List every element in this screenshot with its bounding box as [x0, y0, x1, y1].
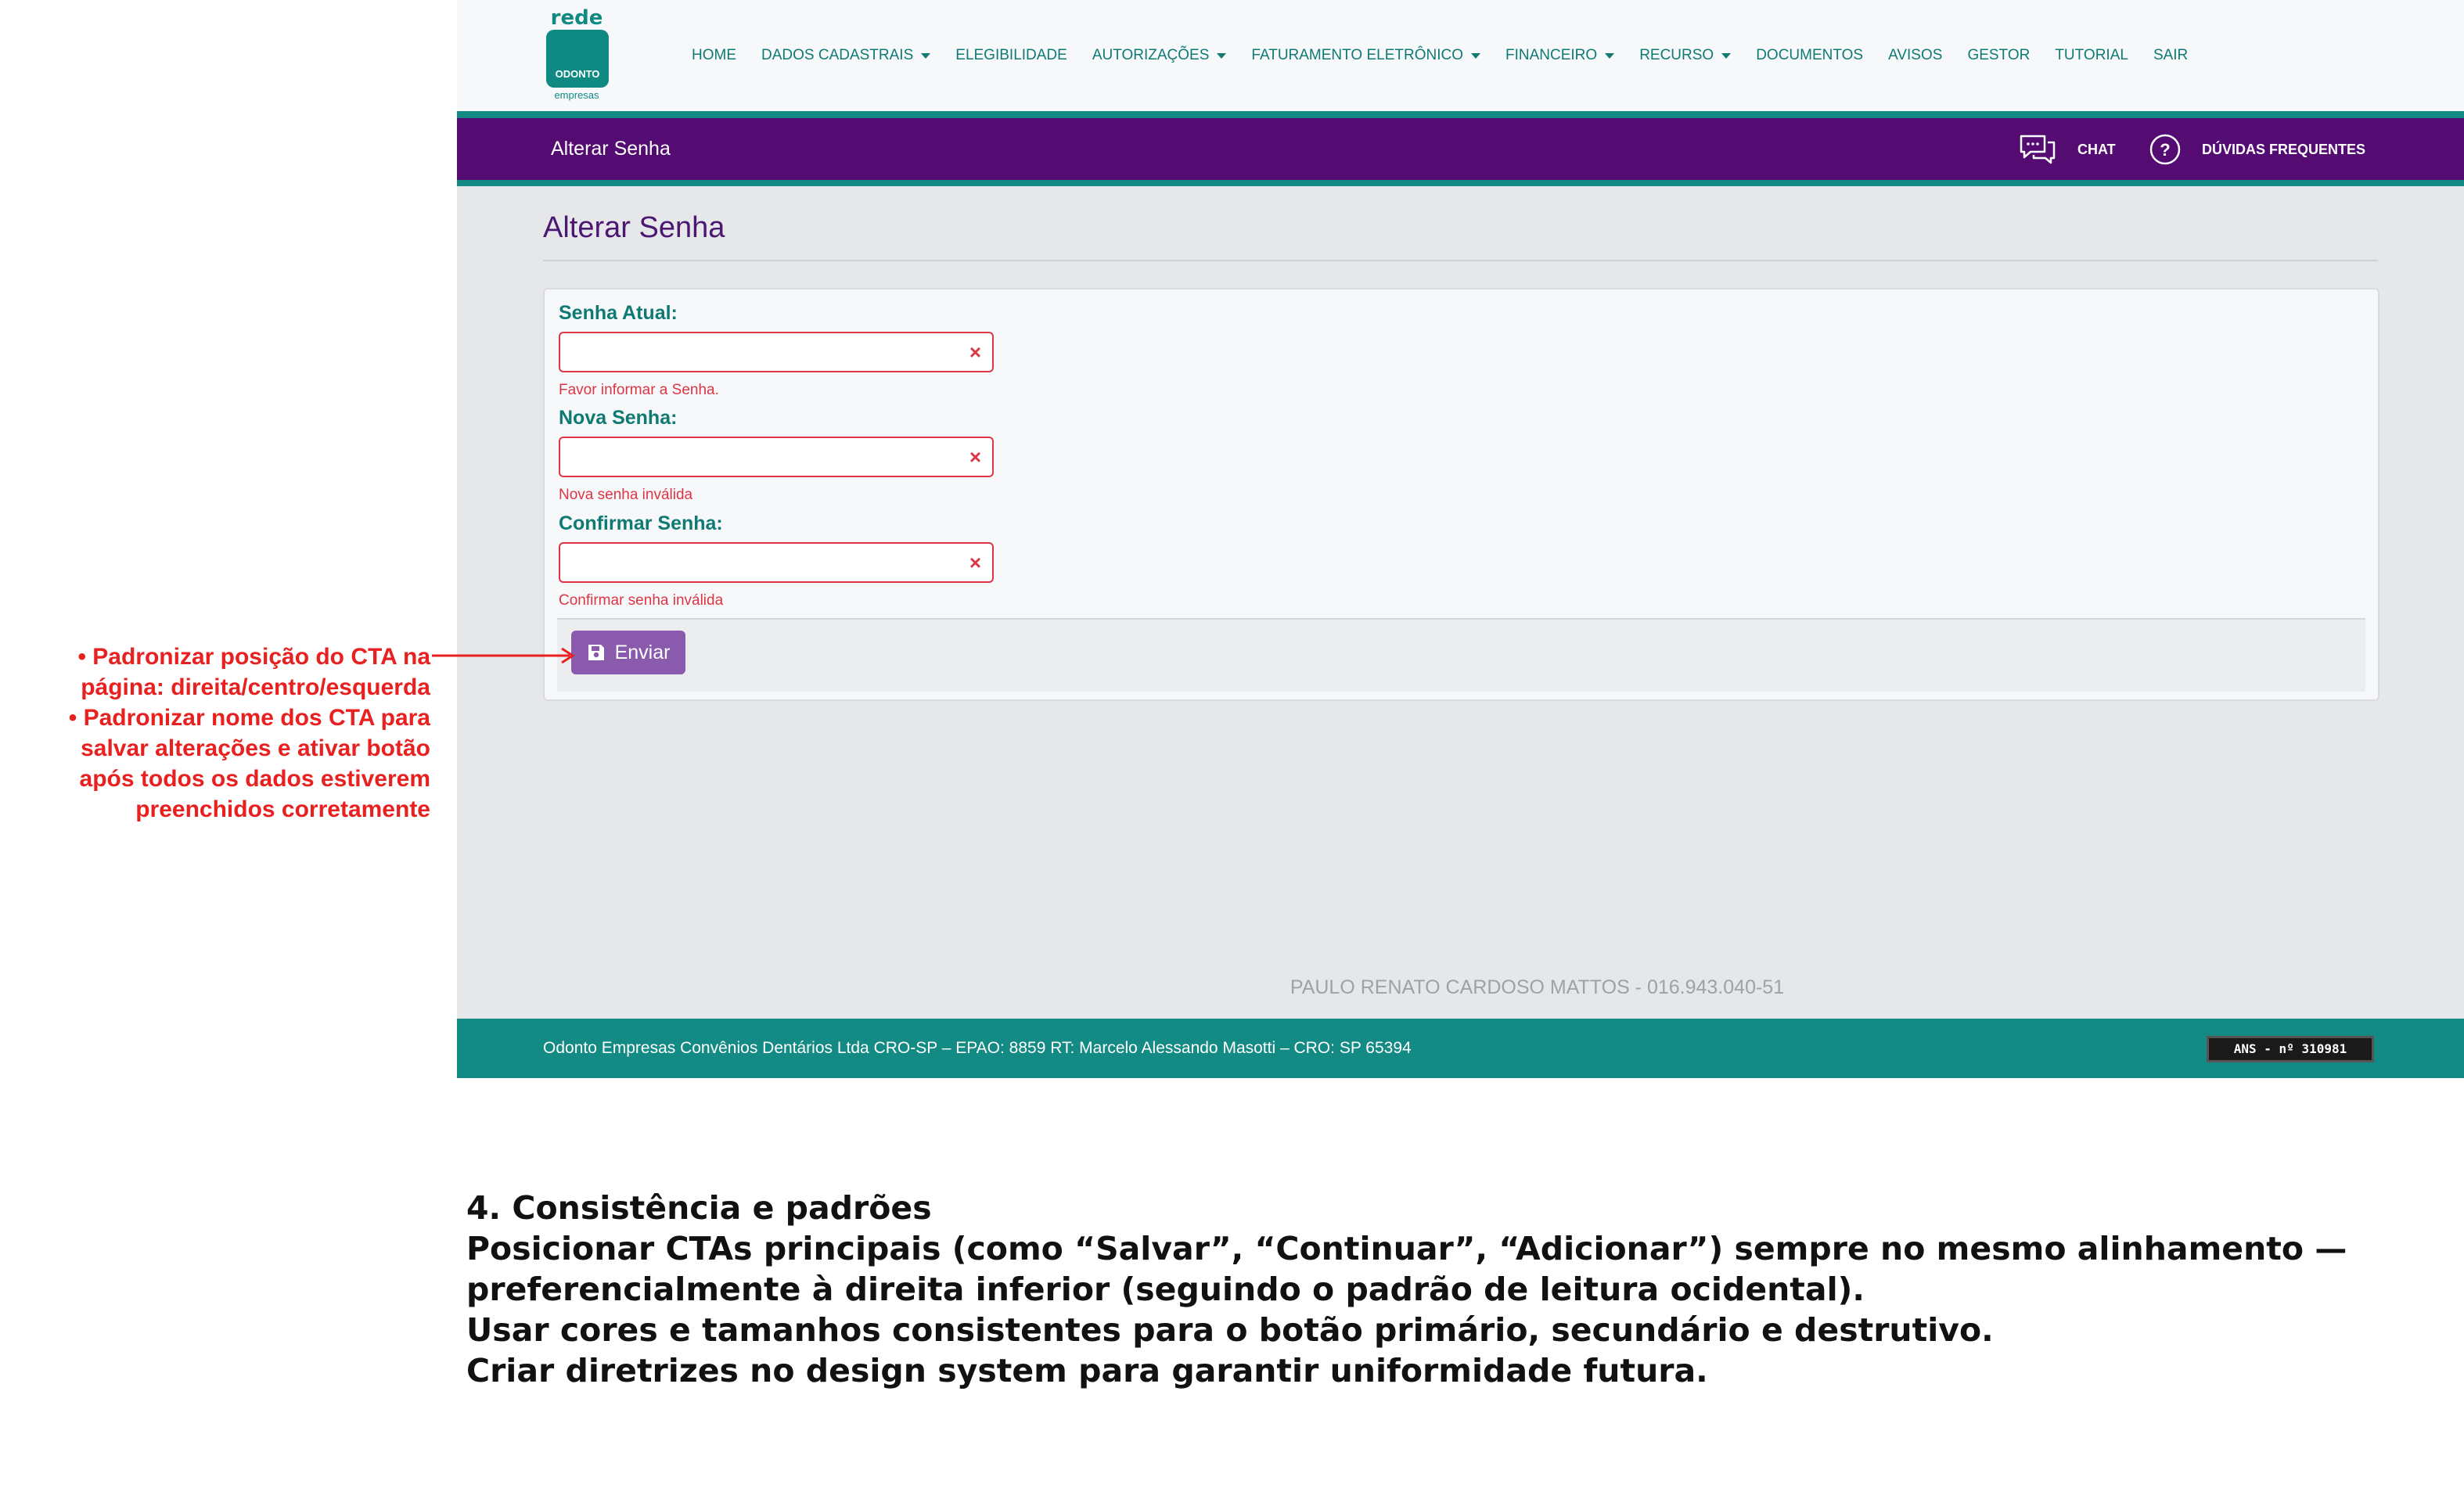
error-x-icon: × [969, 340, 981, 364]
consistency-notes [466, 1188, 2454, 1391]
current-password-input[interactable] [559, 332, 994, 372]
chat-label: CHAT [2077, 141, 2116, 157]
annotation-arrow [432, 646, 581, 665]
chevron-down-icon [1721, 53, 1731, 59]
brand-logo[interactable] [543, 6, 610, 103]
section-bar-title: Alterar Senha [551, 138, 671, 160]
chat-icon [2018, 133, 2057, 166]
top-navigation [457, 0, 2464, 111]
submit-button[interactable] [571, 631, 685, 674]
menu-item-label: GESTOR [1967, 47, 2031, 63]
form-footer [557, 618, 2365, 692]
footer-legal-text: Odonto Empresas Convênios Dentários Ltda CRO-SP – EPAO: 8859 RT: Marcelo Alessando Masotti – CRO: SP 65394 [543, 1039, 1412, 1057]
new-password-label: Nova Senha: [559, 407, 678, 429]
submit-button-label: Enviar [614, 641, 671, 663]
menu-item-label: ELEGIBILIDADE [955, 47, 1067, 63]
page-title: Alterar Senha [543, 211, 725, 244]
menu-item-financeiro[interactable] [1505, 47, 1614, 64]
chevron-down-icon [1471, 53, 1480, 59]
menu-item-documentos[interactable] [1756, 47, 1863, 64]
menu-item-label: TUTORIAL [2055, 47, 2128, 63]
notes-line: Posicionar CTAs principais (como “Salvar”, “Continuar”, “Adicionar”) sempre no mesmo alinhamento — preferencialmente à direita inferior (seguindo o padrão de leitura ocidental). [466, 1230, 2347, 1308]
title-divider [543, 260, 2378, 261]
page-footer [457, 1019, 2464, 1078]
logged-user-info: PAULO RENATO CARDOSO MATTOS - 016.943.040-51 [1290, 976, 1785, 998]
question-icon [2149, 133, 2182, 166]
menu-item-tutorial[interactable] [2055, 47, 2128, 64]
menu-item-label: DOCUMENTOS [1756, 47, 1864, 63]
menu-item-sair[interactable] [2153, 47, 2188, 64]
error-x-icon: × [969, 551, 981, 574]
confirm-password-error: Confirmar senha inválida [559, 592, 724, 609]
logo-bottom-text: empresas [554, 89, 599, 101]
menu-item-dados-cadastrais[interactable] [761, 47, 930, 64]
annotation-text: Padronizar posição do CTA na página: direita/centro/esquerda [81, 644, 430, 700]
save-icon [587, 643, 606, 662]
menu-item-label: SAIR [2153, 47, 2189, 63]
error-x-icon: × [969, 445, 981, 469]
menu-item-autorizacoes[interactable] [1092, 47, 1227, 64]
menu-item-elegibilidade[interactable] [955, 47, 1067, 64]
menu-item-avisos[interactable] [1888, 47, 1942, 64]
annotation-text: Padronizar nome dos CTA para salvar alterações e ativar botão após todos os dados estiverem preenchidos corretamente [79, 705, 430, 822]
chevron-down-icon [921, 53, 930, 59]
menu-item-home[interactable] [692, 47, 736, 64]
annotation-item: • Padronizar posição do CTA na página: direita/centro/esquerda [77, 644, 430, 700]
notes-line: Criar diretrizes no design system para garantir uniformidade futura. [466, 1352, 1708, 1389]
confirm-password-label: Confirmar Senha: [559, 512, 723, 534]
accent-stripe [457, 111, 2464, 118]
app-screenshot [457, 0, 2464, 1078]
menu-item-faturamento[interactable] [1251, 47, 1480, 64]
menu-item-label: DADOS CADASTRAIS [761, 47, 914, 63]
change-password-form [543, 288, 2379, 701]
logo-box [546, 30, 609, 88]
accent-stripe [457, 180, 2464, 186]
svg-text:?: ? [2160, 140, 2171, 160]
menu-item-recurso[interactable] [1639, 47, 1731, 64]
main-menu [692, 0, 2213, 111]
new-password-error: Nova senha inválida [559, 487, 693, 503]
current-password-label: Senha Atual: [559, 302, 678, 324]
menu-item-label: RECURSO [1639, 47, 1714, 63]
notes-heading: 4. Consistência e padrões [466, 1189, 932, 1227]
chevron-down-icon [1605, 53, 1614, 59]
chat-link[interactable] [2018, 133, 2116, 166]
menu-item-label: AVISOS [1888, 47, 1943, 63]
logo-box-text: ODONTO [555, 68, 600, 80]
menu-item-label: HOME [692, 47, 736, 63]
new-password-input[interactable] [559, 437, 994, 477]
notes-line: Usar cores e tamanhos consistentes para o botão primário, secundário e destrutivo. [466, 1311, 1994, 1349]
cta-annotation [23, 642, 430, 825]
annotation-item: • Padronizar nome dos CTA para salvar alterações e ativar botão após todos os dados estiverem preenchidos corretamente [68, 705, 430, 822]
section-bar [457, 118, 2464, 180]
logo-top-text: rede [550, 6, 603, 30]
menu-item-label: FATURAMENTO ELETRÔNICO [1251, 47, 1463, 63]
confirm-password-input[interactable] [559, 542, 994, 583]
faq-link[interactable] [2149, 133, 2365, 166]
menu-item-gestor[interactable] [1967, 47, 2030, 64]
menu-item-label: AUTORIZAÇÕES [1092, 47, 1210, 63]
current-password-error: Favor informar a Senha. [559, 382, 719, 398]
menu-item-label: FINANCEIRO [1505, 47, 1598, 63]
chevron-down-icon [1217, 53, 1226, 59]
faq-label: DÚVIDAS FREQUENTES [2202, 141, 2366, 157]
ans-badge: ANS - nº 310981 [2207, 1036, 2374, 1062]
